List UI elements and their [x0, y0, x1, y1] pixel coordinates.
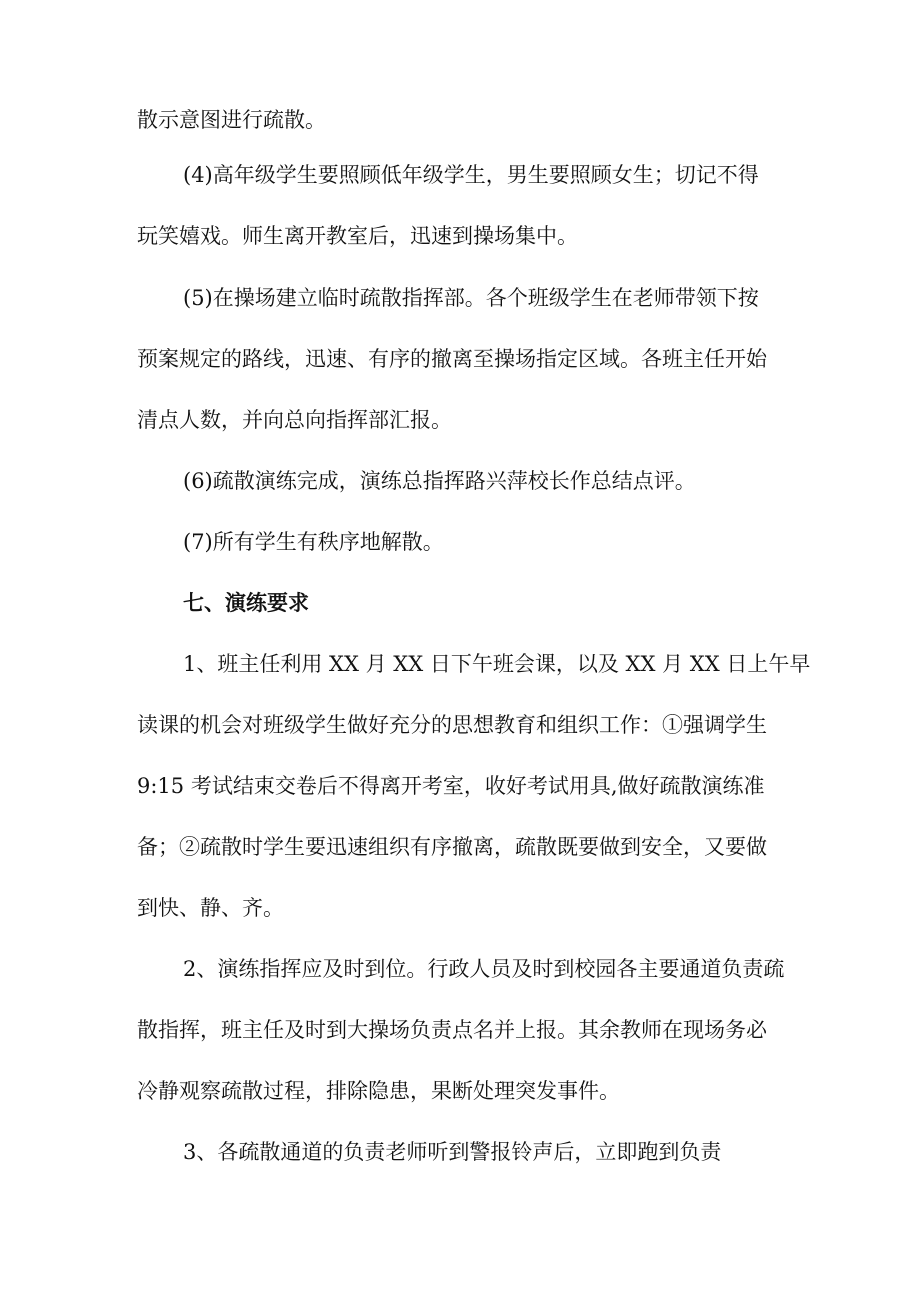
text-line: (6)疏散演练完成，演练总指挥路兴萍校长作总结点评。 — [183, 469, 696, 493]
text-line: 清点人数，并向总向指挥部汇报。 — [137, 408, 452, 432]
text-line: (4)高年级学生要照顾低年级学生，男生要照顾女生；切记不得 — [183, 163, 759, 187]
text-line: 9:15 考试结束交卷后不得离开考室，收好考试用具,做好疏散演练准 — [137, 774, 765, 798]
text-line: (7)所有学生有秩序地解散。 — [183, 530, 444, 554]
text-line: 玩笑嬉戏。师生离开教室后，迅速到操场集中。 — [137, 224, 578, 248]
text-line: 1、班主任利用 XX 月 XX 日下午班会课，以及 XX 月 XX 日上午早 — [183, 652, 811, 676]
text-line: 冷静观察疏散过程，排除隐患，果断处理突发事件。 — [137, 1079, 620, 1103]
section-heading: 七、演练要求 — [183, 591, 309, 615]
text-line: 3、各疏散通道的负责老师听到警报铃声后，立即跑到负责 — [183, 1140, 722, 1164]
text-line: 备；②疏散时学生要迅速组织有序撤离，疏散既要做到安全，又要做 — [137, 835, 767, 859]
text-line: 散指挥，班主任及时到大操场负责点名并上报。其余教师在现场务必 — [137, 1018, 767, 1042]
text-line: 到快、静、齐。 — [137, 896, 284, 920]
text-line: 预案规定的路线，迅速、有序的撤离至操场指定区域。各班主任开始 — [137, 347, 767, 371]
text-line: 2、演练指挥应及时到位。行政人员及时到校园各主要通道负责疏 — [183, 957, 785, 981]
text-line: 读课的机会对班级学生做好充分的思想教育和组织工作：①强调学生 — [137, 713, 767, 737]
text-line: (5)在操场建立临时疏散指挥部。各个班级学生在老师带领下按 — [183, 286, 759, 310]
text-line: 散示意图进行疏散。 — [137, 108, 326, 132]
